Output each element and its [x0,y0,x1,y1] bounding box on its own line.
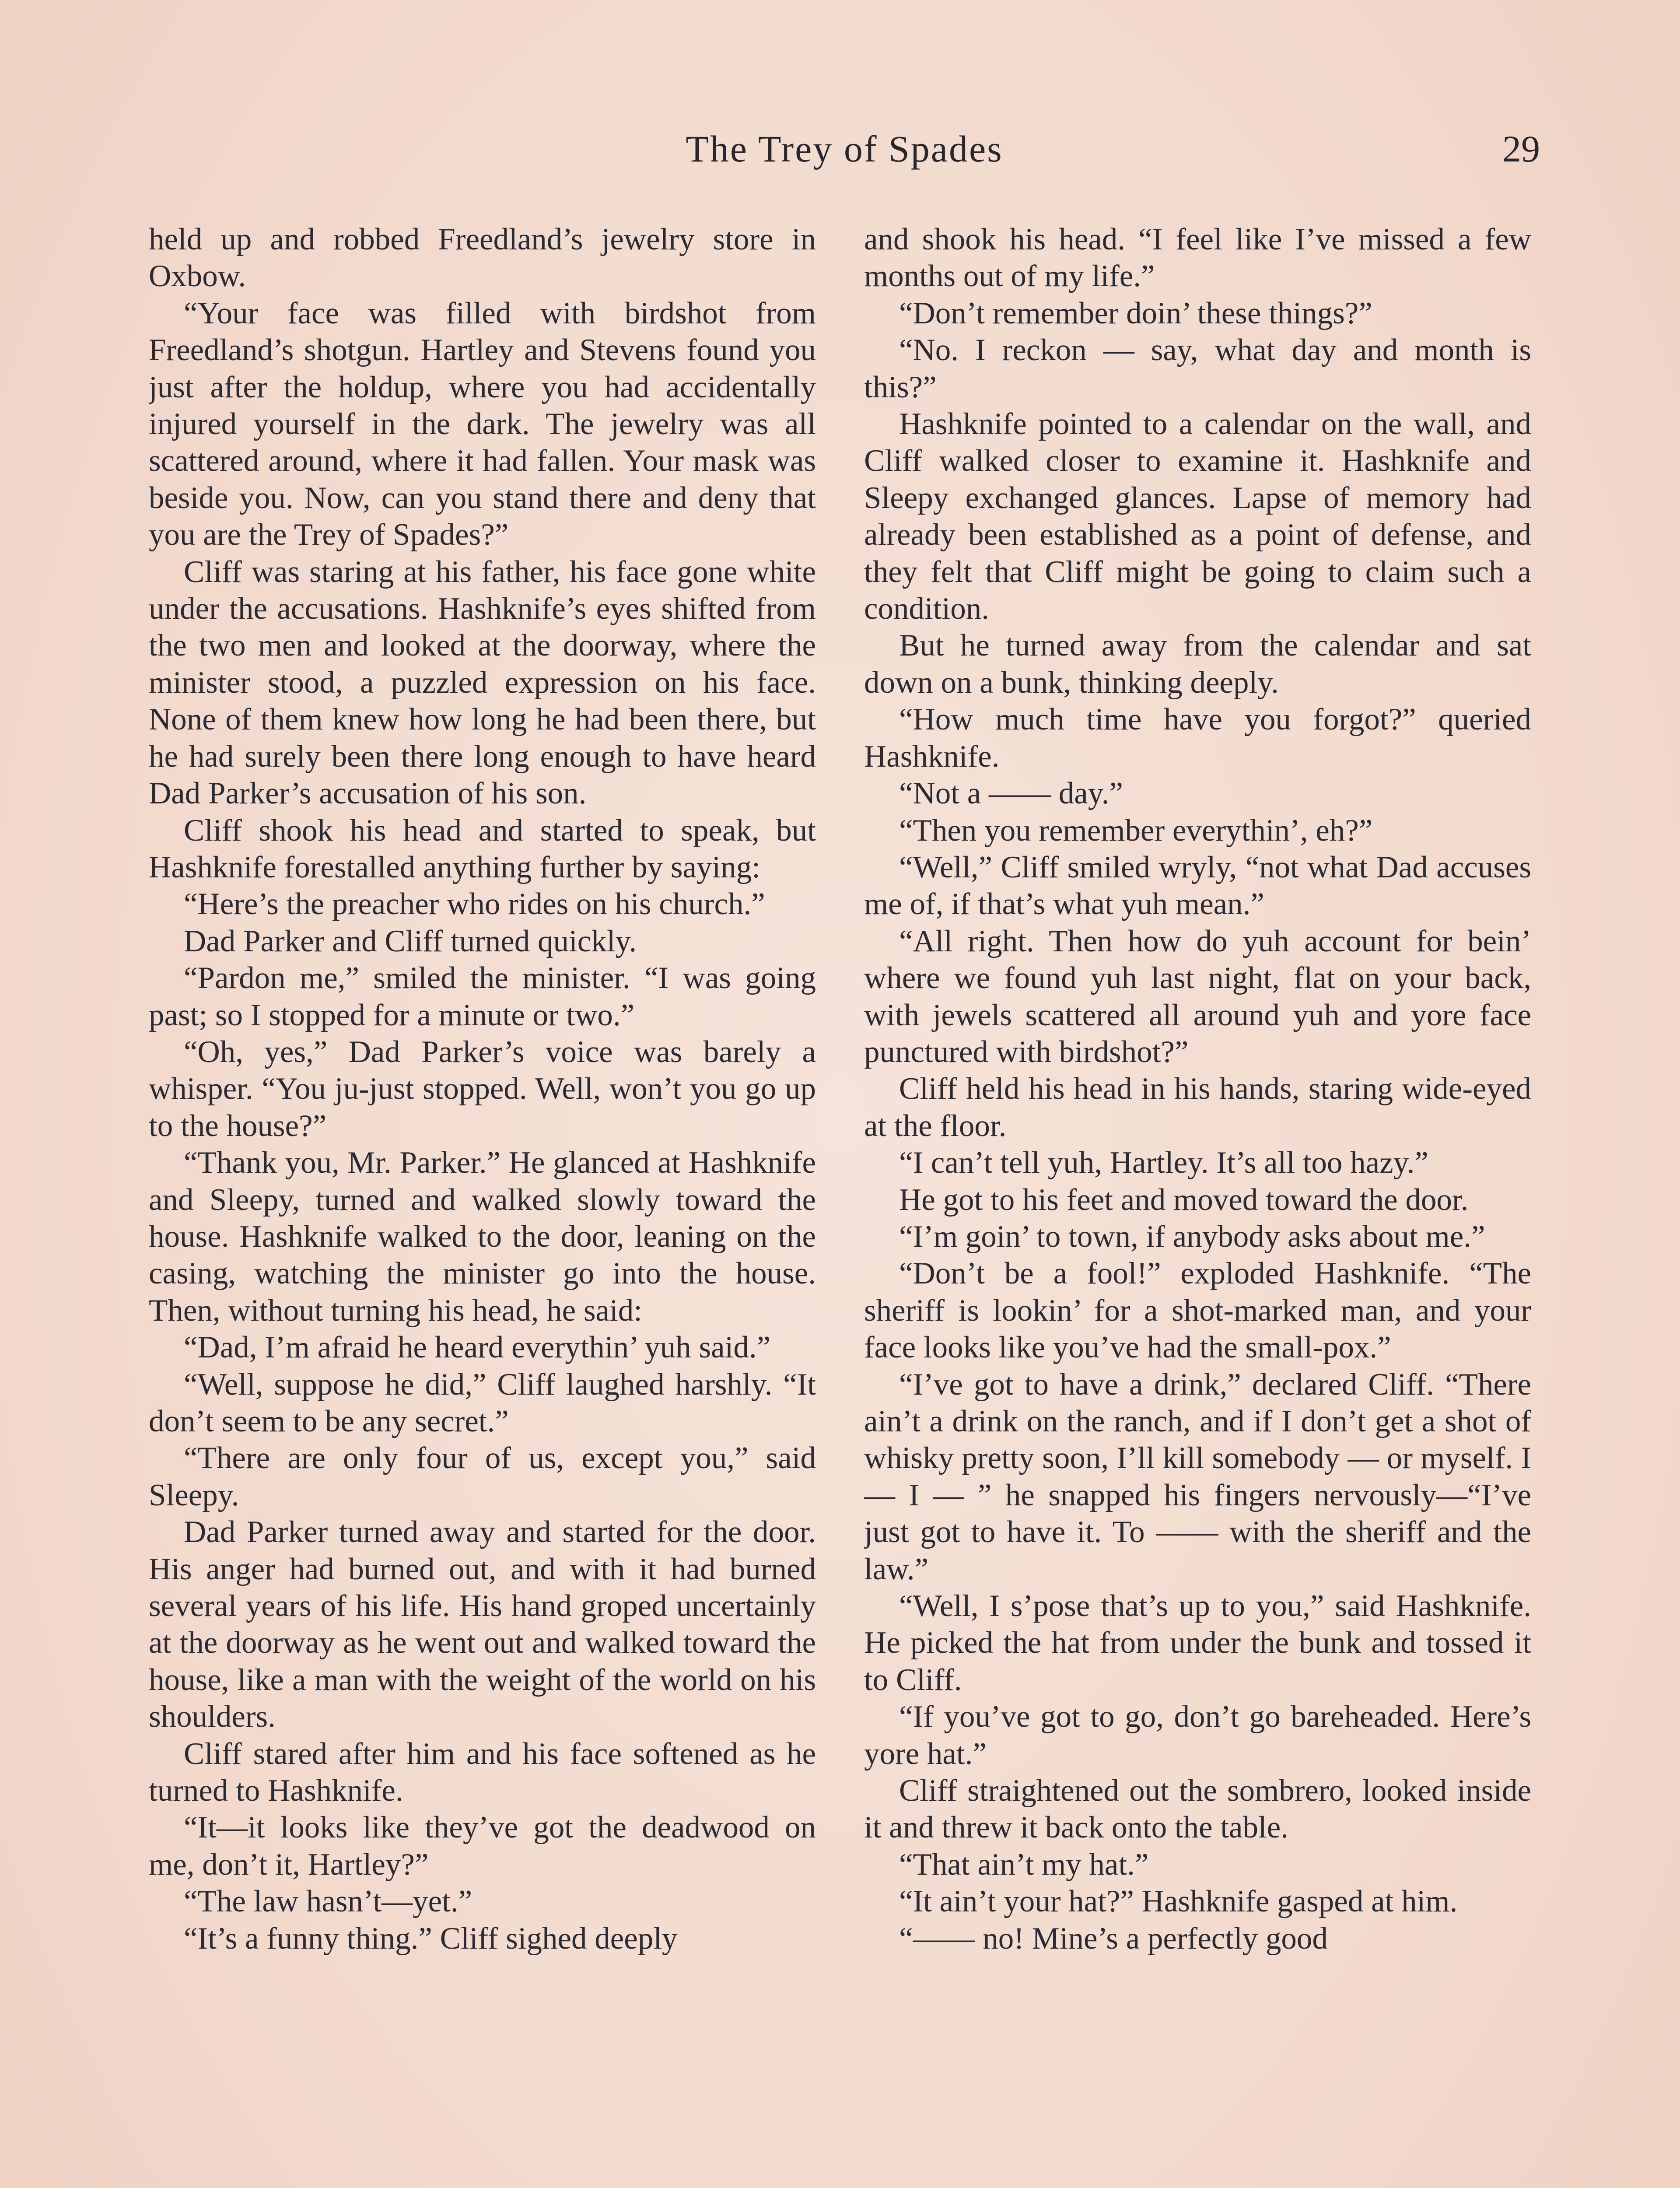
paragraph: “Dad, I’m afraid he heard everythin’ yuh said.” [184,1330,771,1365]
paragraph: Cliff stared after him and his face softened as he turned to Hashknife. [149,1736,816,1808]
paragraph: “Well, suppose he did,” Cliff laughed harshly. “It don’t seem to be any secret.” [149,1367,816,1438]
paragraph: “It ain’t your hat?” Hashknife gasped at him. [899,1884,1458,1919]
paragraph: and shook his head. “I feel like I’ve missed a few months out of my life.” [864,222,1531,294]
paragraph: “Your face was filled with birdshot from Freedland’s shotgun. Hartley and Stevens found you just after the holdup, where you had accidentally injured yourself in the dark. The jewelry was all scattered around, where it had fallen. Your mask was beside you. Now, can you stand there and deny that you are the Trey of Spades?” [149,296,816,552]
paragraph: Dad Parker and Cliff turned quickly. [184,924,637,958]
paragraph: “If you’ve got to go, don’t go bareheaded. Here’s yore hat.” [864,1700,1531,1771]
paragraph: Cliff straightened out the sombrero, looked inside it and threw it back onto the table. [864,1774,1531,1845]
paragraph: “Then you remember everythin’, eh?” [899,813,1373,848]
paragraph: “Thank you, Mr. Parker.” He glanced at Hashknife and Sleepy, turned and walked slowly toward the house. Hashknife walked to the door, leaning on the casing, watching the minister go into the house. Then, without turning his head, he said: [149,1146,816,1328]
paragraph: But he turned away from the calendar and sat down on a bunk, thinking deeply. [864,628,1531,700]
paragraph: “That ain’t my hat.” [899,1847,1149,1882]
paragraph: “I’m goin’ to town, if anybody asks about me.” [899,1219,1485,1254]
paragraph: “It’s a funny thing.” Cliff sighed deeply [184,1921,678,1956]
paragraph: “Well,” Cliff smiled wryly, “not what Dad accuses me of, if that’s what yuh mean.” [864,850,1531,922]
paragraph: held up and robbed Freedland’s jewelry store in Oxbow. [149,222,816,294]
paragraph: “Don’t be a fool!” exploded Hashknife. “The sheriff is lookin’ for a shot-marked man, and your face looks like you’ve had the small-pox.” [864,1256,1531,1365]
paragraph: “—— no! Mine’s a perfectly good [899,1921,1328,1956]
paragraph: Dad Parker turned away and started for the door. His anger had burned out, and with it had burned several years of his life. His hand groped uncertainly at the doorway as he went out and walked toward the house, like a man with the weight of the world on his shoulders. [149,1515,816,1734]
paragraph: “The law hasn’t—yet.” [184,1884,472,1919]
paragraph: “How much time have you forgot?” queried Hashknife. [864,702,1531,774]
paragraph: Hashknife pointed to a calendar on the wall, and Cliff walked closer to examine it. Hashknife and Sleepy exchanged glances. Lapse of memory had already been established as a point of defense, and they felt that Cliff might be going to claim such a condition. [864,407,1531,626]
paragraph: “Well, I s’pose that’s up to you,” said Hashknife. He picked the hat from under the bunk and tossed it to Cliff. [864,1589,1531,1697]
paragraph: “I’ve got to have a drink,” declared Cliff. “There ain’t a drink on the ranch, and if I don’t get a shot of whisky pretty soon, I’ll kill somebody — or myself. I — I — ” he snapped his fingers nervously—“I’ve just got to have it. To —— with the sheriff and the law.” [864,1367,1531,1586]
page-header [149,127,1540,179]
right-column [864,221,1531,2188]
paragraph: “No. I reckon — say, what day and month is this?” [864,333,1531,404]
paragraph: “Pardon me,” smiled the minister. “I was going past; so I stopped for a minute or two.” [149,961,816,1032]
paragraph: “Not a —— day.” [899,776,1123,811]
running-title: The Trey of Spades [686,128,1003,170]
left-column [149,221,816,2188]
paragraph: Cliff was staring at his father, his face gone white under the accusations. Hashknife’s eyes shifted from the two men and looked at the doorway, where the minister stood, a puzzled expression on his face. None of them knew how long he had been there, but he had surely been there long enough to have heard Dad Parker’s accusation of his son. [149,554,816,811]
paragraph: “Don’t remember doin’ these things?” [899,296,1372,330]
paragraph: Cliff shook his head and started to speak, but Hashknife forestalled anything further by saying: [149,813,816,884]
paragraph: He got to his feet and moved toward the door. [899,1182,1469,1217]
page-number: 29 [1502,128,1540,170]
paragraph: “I can’t tell yuh, Hartley. It’s all too hazy.” [899,1146,1428,1180]
paragraph: “There are only four of us, except you,” said Sleepy. [149,1441,816,1512]
paragraph: “Oh, yes,” Dad Parker’s voice was barely a whisper. “You ju-just stopped. Well, won’t you go up to the house?” [149,1034,816,1143]
paragraph: “It—it looks like they’ve got the deadwood on me, don’t it, Hartley?” [149,1810,816,1882]
paragraph: “All right. Then how do yuh account for bein’ where we found yuh last night, flat on your back, with jewels scattered all around yuh and yore face punctured with birdshot?” [864,924,1531,1069]
paragraph: “Here’s the preacher who rides on his church.” [184,887,765,922]
paragraph: Cliff held his head in his hands, staring wide-eyed at the floor. [864,1072,1531,1143]
